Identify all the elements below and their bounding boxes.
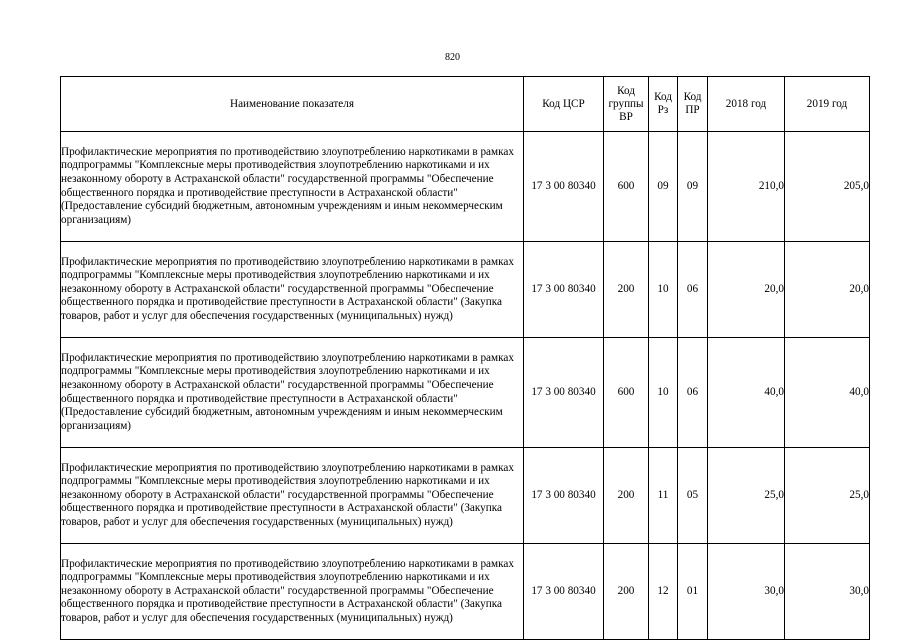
header-name: Наименование показателя — [61, 77, 524, 132]
row-2019: 40,0 — [785, 338, 870, 448]
row-csr: 17 3 00 80340 — [524, 242, 604, 338]
row-2018: 210,0 — [708, 132, 785, 242]
row-vr: 600 — [604, 132, 649, 242]
row-2019: 205,0 — [785, 132, 870, 242]
row-name: Профилактические мероприятия по противодействию злоупотреблению наркотиками в рамках подпрограммы "Комплексные меры противодействия злоупотреблению наркотиками и их незаконному обороту в Астраханской области" государственной программы "Обеспечение общественного порядка и противодействие преступности в Астраханской области" (Закупка товаров, работ и услуг для обеспечения государственных (муниципальных) нужд) — [61, 544, 524, 640]
table-row — [61, 132, 870, 242]
row-vr: 200 — [604, 448, 649, 544]
row-vr: 200 — [604, 242, 649, 338]
row-vr: 600 — [604, 338, 649, 448]
table-row — [61, 242, 870, 338]
header-vr: Код группы ВР — [604, 77, 649, 132]
row-pr: 01 — [678, 544, 708, 640]
header-rz: Код Рз — [649, 77, 678, 132]
row-2018: 20,0 — [708, 242, 785, 338]
row-csr: 17 3 00 80340 — [524, 132, 604, 242]
budget-table — [60, 76, 870, 640]
row-name: Профилактические мероприятия по противодействию злоупотреблению наркотиками в рамках подпрограммы "Комплексные меры противодействия злоупотреблению наркотиками и их незаконному обороту в Астраханской области" государственной программы "Обеспечение общественного порядка и противодействие преступности в Астраханской области" (Закупка товаров, работ и услуг для обеспечения государственных (муниципальных) нужд) — [61, 448, 524, 544]
row-name: Профилактические мероприятия по противодействию злоупотреблению наркотиками в рамках подпрограммы "Комплексные меры противодействия злоупотреблению наркотиками и их незаконному обороту в Астраханской области" государственной программы "Обеспечение общественного порядка и противодействие преступности в Астраханской области" (Предоставление субсидий бюджетным, автономным учреждениям и иным некоммерческим организациям) — [61, 132, 524, 242]
table-header-row — [61, 77, 870, 132]
row-2018: 30,0 — [708, 544, 785, 640]
table-row — [61, 448, 870, 544]
header-pr: Код ПР — [678, 77, 708, 132]
row-pr: 06 — [678, 242, 708, 338]
row-2018: 25,0 — [708, 448, 785, 544]
row-csr: 17 3 00 80340 — [524, 544, 604, 640]
row-vr: 200 — [604, 544, 649, 640]
page-number: 820 — [445, 52, 460, 63]
table-row — [61, 544, 870, 640]
header-2019: 2019 год — [785, 77, 870, 132]
row-rz: 10 — [649, 338, 678, 448]
row-2018: 40,0 — [708, 338, 785, 448]
row-2019: 20,0 — [785, 242, 870, 338]
row-rz: 11 — [649, 448, 678, 544]
row-name: Профилактические мероприятия по противодействию злоупотреблению наркотиками в рамках подпрограммы "Комплексные меры противодействия злоупотреблению наркотиками и их незаконному обороту в Астраханской области" государственной программы "Обеспечение общественного порядка и противодействие преступности в Астраханской области" (Предоставление субсидий бюджетным, автономным учреждениям и иным некоммерческим организациям) — [61, 338, 524, 448]
row-2019: 30,0 — [785, 544, 870, 640]
row-2019: 25,0 — [785, 448, 870, 544]
row-pr: 05 — [678, 448, 708, 544]
row-csr: 17 3 00 80340 — [524, 448, 604, 544]
header-csr: Код ЦСР — [524, 77, 604, 132]
row-pr: 06 — [678, 338, 708, 448]
row-name: Профилактические мероприятия по противодействию злоупотреблению наркотиками в рамках подпрограммы "Комплексные меры противодействия злоупотреблению наркотиками и их незаконному обороту в Астраханской области" государственной программы "Обеспечение общественного порядка и противодействие преступности в Астраханской области" (Закупка товаров, работ и услуг для обеспечения государственных (муниципальных) нужд) — [61, 242, 524, 338]
row-rz: 12 — [649, 544, 678, 640]
table-row — [61, 338, 870, 448]
row-rz: 09 — [649, 132, 678, 242]
row-csr: 17 3 00 80340 — [524, 338, 604, 448]
row-rz: 10 — [649, 242, 678, 338]
row-pr: 09 — [678, 132, 708, 242]
header-2018: 2018 год — [708, 77, 785, 132]
